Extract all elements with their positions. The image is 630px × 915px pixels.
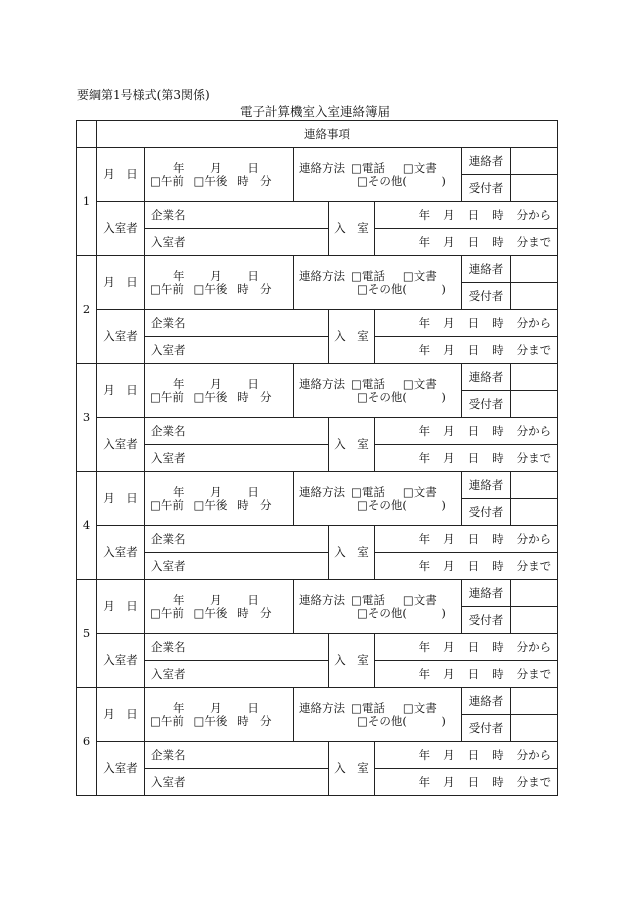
other-checkbox[interactable]: □その他( ): [357, 713, 446, 728]
document-checkbox[interactable]: □文書: [402, 268, 437, 283]
date-units: 年 月 日: [173, 484, 259, 499]
receiver-label: 受付者: [462, 499, 511, 526]
contact-method-field[interactable]: [294, 148, 462, 202]
contact-method-field[interactable]: [294, 256, 462, 310]
company-name-field[interactable]: 企業名: [145, 202, 329, 229]
time-units: 時 分: [237, 281, 272, 296]
company-name-field[interactable]: 企業名: [145, 418, 329, 445]
receiver-label: 受付者: [462, 607, 511, 634]
phone-checkbox[interactable]: □電話: [351, 592, 385, 607]
corner-cell: [77, 121, 97, 148]
contact-method-label: 連絡方法: [299, 592, 345, 607]
entry-number: 6: [77, 688, 97, 796]
time-units: 時 分: [237, 497, 272, 512]
company-name-field[interactable]: 企業名: [145, 634, 329, 661]
month-day-label: 月 日: [97, 472, 145, 526]
contact-person-label: 連絡者: [462, 256, 511, 283]
contact-method-field[interactable]: [294, 364, 462, 418]
enterer-label: 入室者: [97, 526, 145, 580]
receiver-label: 受付者: [462, 715, 511, 742]
ampm-time: [145, 607, 293, 620]
enterer-label: 入室者: [97, 742, 145, 796]
form-label: 要綱第1号様式(第3関係): [77, 88, 210, 102]
entry-label: 入 室: [329, 634, 375, 688]
entry-number: 2: [77, 256, 97, 364]
contact-method-label: 連絡方法: [299, 160, 345, 175]
enterer-name-field[interactable]: 入室者: [145, 769, 329, 796]
ampm-time: [145, 283, 293, 296]
enterer-name-field[interactable]: 入室者: [145, 337, 329, 364]
am-checkbox[interactable]: □午前: [150, 713, 184, 728]
date-time-field[interactable]: [145, 256, 294, 310]
pm-checkbox[interactable]: □午後: [193, 281, 228, 296]
contact-person-label: 連絡者: [462, 580, 511, 607]
pm-checkbox[interactable]: □午後: [193, 497, 228, 512]
receiver-field[interactable]: [511, 499, 558, 526]
contact-person-field[interactable]: [511, 256, 558, 283]
entry-label: 入 室: [329, 742, 375, 796]
phone-checkbox[interactable]: □電話: [351, 376, 385, 391]
document-checkbox[interactable]: □文書: [402, 592, 437, 607]
receiver-label: 受付者: [462, 283, 511, 310]
time-units: 時 分: [237, 605, 272, 620]
contact-person-label: 連絡者: [462, 148, 511, 175]
am-checkbox[interactable]: □午前: [150, 497, 184, 512]
entry-number: 1: [77, 148, 97, 256]
enterer-label: 入室者: [97, 634, 145, 688]
entry-from-field[interactable]: 年 月 日 時 分から: [375, 310, 558, 337]
pm-checkbox[interactable]: □午後: [193, 605, 228, 620]
month-day-label: 月 日: [97, 148, 145, 202]
date-time-field[interactable]: [145, 364, 294, 418]
enterer-label: 入室者: [97, 202, 145, 256]
enterer-name-field[interactable]: 入室者: [145, 445, 329, 472]
ampm-time: [145, 391, 293, 404]
entry-label: 入 室: [329, 202, 375, 256]
date-units: 年 月 日: [173, 592, 259, 607]
pm-checkbox[interactable]: □午後: [193, 713, 228, 728]
document-checkbox[interactable]: □文書: [402, 700, 437, 715]
date-units: 年 月 日: [173, 268, 259, 283]
entry-number: 5: [77, 580, 97, 688]
time-units: 時 分: [237, 389, 272, 404]
contact-person-label: 連絡者: [462, 364, 511, 391]
enterer-label: 入室者: [97, 310, 145, 364]
document-checkbox[interactable]: □文書: [402, 376, 437, 391]
company-name-field[interactable]: 企業名: [145, 526, 329, 553]
enterer-name-field[interactable]: 入室者: [145, 229, 329, 256]
other-checkbox[interactable]: □その他( ): [357, 605, 446, 620]
contact-register-table: [76, 120, 558, 796]
entry-from-field[interactable]: 年 月 日 時 分から: [375, 526, 558, 553]
date-units: 年 月 日: [173, 376, 259, 391]
pm-checkbox[interactable]: □午後: [193, 173, 228, 188]
date-units: 年 月 日: [173, 700, 259, 715]
company-name-field[interactable]: 企業名: [145, 310, 329, 337]
am-checkbox[interactable]: □午前: [150, 605, 184, 620]
contact-method-label: 連絡方法: [299, 484, 345, 499]
phone-checkbox[interactable]: □電話: [351, 268, 385, 283]
date-units: 年 月 日: [173, 160, 259, 175]
entry-until-field[interactable]: 年 月 日 時 分まで: [375, 445, 558, 472]
ampm-time: [145, 175, 293, 188]
time-units: 時 分: [237, 173, 272, 188]
entry-number: 4: [77, 472, 97, 580]
company-name-field[interactable]: 企業名: [145, 742, 329, 769]
contact-method-field[interactable]: [294, 580, 462, 634]
enterer-name-field[interactable]: 入室者: [145, 553, 329, 580]
date-time-field[interactable]: [145, 580, 294, 634]
entry-until-field[interactable]: 年 月 日 時 分まで: [375, 229, 558, 256]
entry-label: 入 室: [329, 310, 375, 364]
enterer-name-field[interactable]: 入室者: [145, 661, 329, 688]
contact-person-label: 連絡者: [462, 472, 511, 499]
month-day-label: 月 日: [97, 256, 145, 310]
contact-person-field[interactable]: [511, 364, 558, 391]
am-checkbox[interactable]: □午前: [150, 281, 184, 296]
ampm-time: [145, 715, 293, 728]
other-checkbox[interactable]: □その他( ): [357, 173, 446, 188]
month-day-label: 月 日: [97, 364, 145, 418]
other-checkbox[interactable]: □その他( ): [357, 281, 446, 296]
entry-until-field[interactable]: 年 月 日 時 分まで: [375, 337, 558, 364]
month-day-label: 月 日: [97, 580, 145, 634]
header-contact-items: 連絡事項: [97, 121, 558, 148]
entry-from-field[interactable]: 年 月 日 時 分から: [375, 742, 558, 769]
entry-from-field[interactable]: 年 月 日 時 分から: [375, 418, 558, 445]
am-checkbox[interactable]: □午前: [150, 389, 184, 404]
receiver-label: 受付者: [462, 391, 511, 418]
receiver-field[interactable]: [511, 175, 558, 202]
enterer-label: 入室者: [97, 418, 145, 472]
entry-until-field[interactable]: 年 月 日 時 分まで: [375, 553, 558, 580]
phone-checkbox[interactable]: □電話: [351, 160, 385, 175]
contact-method-label: 連絡方法: [299, 376, 345, 391]
contact-person-field[interactable]: [511, 148, 558, 175]
contact-method-label: 連絡方法: [299, 700, 345, 715]
contact-person-label: 連絡者: [462, 688, 511, 715]
ampm-time: [145, 499, 293, 512]
entry-from-field[interactable]: 年 月 日 時 分から: [375, 202, 558, 229]
other-checkbox[interactable]: □その他( ): [357, 497, 446, 512]
date-time-field[interactable]: [145, 688, 294, 742]
form-title: 電子計算機室入室連絡簿届: [239, 104, 390, 119]
receiver-label: 受付者: [462, 175, 511, 202]
contact-method-field[interactable]: [294, 472, 462, 526]
phone-checkbox[interactable]: □電話: [351, 700, 385, 715]
entry-from-field[interactable]: 年 月 日 時 分から: [375, 634, 558, 661]
contact-person-field[interactable]: [511, 580, 558, 607]
receiver-field[interactable]: [511, 283, 558, 310]
contact-person-field[interactable]: [511, 472, 558, 499]
date-time-field[interactable]: [145, 472, 294, 526]
entry-until-field[interactable]: 年 月 日 時 分まで: [375, 769, 558, 796]
pm-checkbox[interactable]: □午後: [193, 389, 228, 404]
contact-method-label: 連絡方法: [299, 268, 345, 283]
time-units: 時 分: [237, 713, 272, 728]
contact-person-field[interactable]: [511, 688, 558, 715]
other-checkbox[interactable]: □その他( ): [357, 389, 446, 404]
entry-label: 入 室: [329, 526, 375, 580]
receiver-field[interactable]: [511, 391, 558, 418]
document-checkbox[interactable]: □文書: [402, 160, 437, 175]
phone-checkbox[interactable]: □電話: [351, 484, 385, 499]
entry-number: 3: [77, 364, 97, 472]
entry-label: 入 室: [329, 418, 375, 472]
contact-method-field[interactable]: [294, 688, 462, 742]
entry-until-field[interactable]: 年 月 日 時 分まで: [375, 661, 558, 688]
month-day-label: 月 日: [97, 688, 145, 742]
receiver-field[interactable]: [511, 607, 558, 634]
am-checkbox[interactable]: □午前: [150, 173, 184, 188]
document-checkbox[interactable]: □文書: [402, 484, 437, 499]
receiver-field[interactable]: [511, 715, 558, 742]
date-time-field[interactable]: [145, 148, 294, 202]
